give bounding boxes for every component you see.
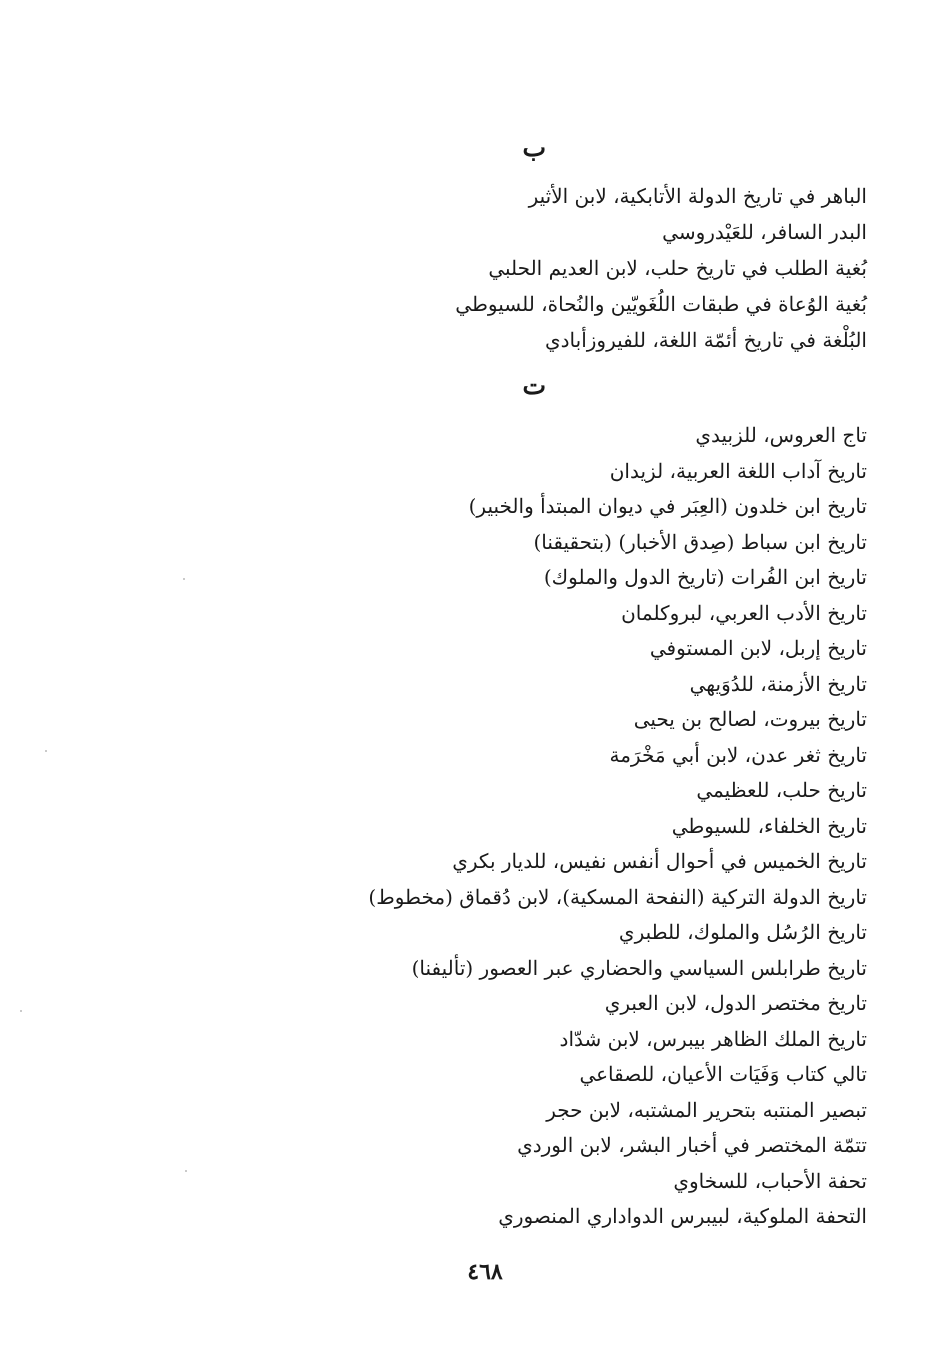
list-item: تاريخ إربل، لابن المستوفي <box>649 636 867 660</box>
list-item: تاج العروس، للزبيدي <box>695 423 867 447</box>
list-item: تاريخ طرابلس السياسي والحضاري عبر العصور (تأليفنا) <box>411 955 867 980</box>
list-item: تاريخ بيروت، لصالح بن يحيى <box>633 707 867 731</box>
index-column <box>307 126 867 1235</box>
list-item: تالي كتاب وَفَيَات الأعيان، للصقاعي <box>579 1062 867 1086</box>
list-item: تاريخ الأدب العربي، لبروكلمان <box>621 600 867 625</box>
section-letter-ta: ت <box>522 371 546 400</box>
list-item: تاريخ الدولة التركية (النفحة المسكية)، لابن دُقماق (مخطوط) <box>368 884 867 909</box>
section-letter-ba: ب <box>522 133 546 162</box>
list-item: تاريخ ثغر عدن، لابن أبي مَخْرَمة <box>609 742 867 767</box>
list-item: البُلْغة في تاريخ أئمّة اللغة، للفيروزأبادي <box>545 328 867 352</box>
list-item: تاريخ ابن خلدون (العِبَر في ديوان المبتدأ والخبير) <box>468 494 867 518</box>
scan-speck <box>20 1010 22 1012</box>
list-item: تاريخ آداب اللغة العربية، لزيدان <box>609 458 867 483</box>
list-item: تاريخ الأزمنة، للدُوَيهي <box>689 671 867 696</box>
list-item: البدر السافر، للعَيْدروسي <box>662 220 867 244</box>
list-item: بُغية الوُعاة في طبقات اللُغَويّين والنُحاة، للسيوطي <box>455 292 867 316</box>
list-item: تاريخ ابن سباط (صِدق الأخبار) (بتحقيقنا) <box>533 529 867 554</box>
scan-speck <box>183 578 185 580</box>
list-item: تحفة الأحباب، للسخاوي <box>673 1168 867 1193</box>
entries-list-ta <box>307 418 867 1235</box>
list-item: تاريخ حلب، للعظيمي <box>696 778 867 802</box>
scan-speck <box>185 1170 187 1172</box>
list-item: تاريخ مختصر الدول، لابن العبري <box>604 991 867 1015</box>
scan-speck <box>45 750 47 752</box>
list-item: تاريخ الخلفاء، للسيوطي <box>671 813 867 838</box>
page-number: ٤٦٨ <box>467 1259 503 1285</box>
list-item: التحفة الملوكية، لبيبرس الدواداري المنصوري <box>498 1204 867 1228</box>
list-item: تبصير المنتبه بتحرير المشتبه، لابن حجر <box>546 1097 867 1122</box>
list-item: الباهر في تاريخ الدولة الأتابكية، لابن الأثير <box>528 184 867 208</box>
list-item: تتمّة المختصر في أخبار البشر، لابن الوردي <box>517 1133 867 1157</box>
list-item: تاريخ الخميس في أحوال أنفس نفيس، للديار بكري <box>452 849 867 873</box>
list-item: تاريخ الملك الظاهر بيبرس، لابن شدّاد <box>559 1026 867 1051</box>
entries-list-ba <box>307 178 867 358</box>
list-item: تاريخ ابن الفُرات (تاريخ الدول والملوك) <box>543 565 867 589</box>
list-item: بُغية الطلب في تاريخ حلب، لابن العديم الحلبي <box>488 256 867 280</box>
list-item: تاريخ الرُسُل والملوك، للطبري <box>618 920 867 944</box>
